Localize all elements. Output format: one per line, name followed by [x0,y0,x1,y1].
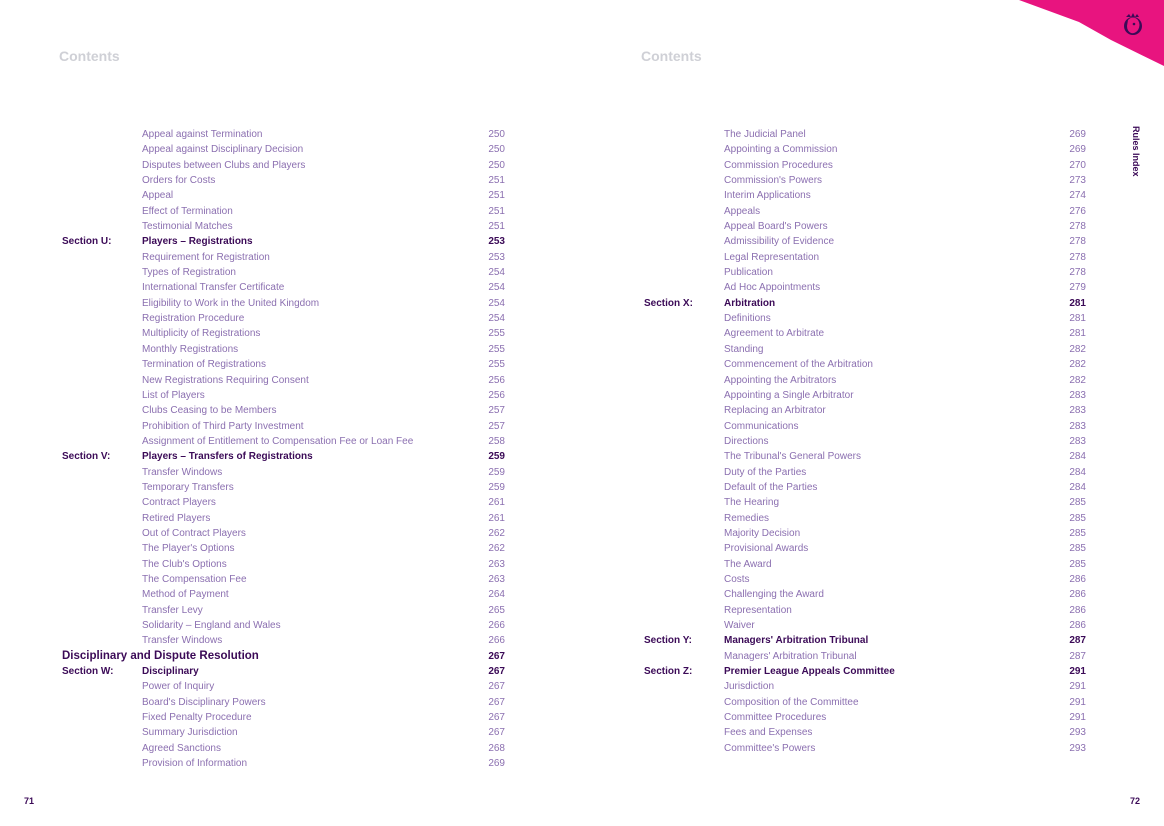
toc-entry-title: The Compensation Fee [142,573,247,585]
toc-entry-title: Jurisdiction [724,681,775,693]
toc-entry-title: Players – Transfers of Registrations [142,451,313,463]
toc-section-label: Section W: [62,666,114,678]
toc-entry-row [62,633,505,648]
magenta-swoosh-shape [1019,0,1164,66]
toc-entry-row [644,618,1086,633]
toc-entry-title: Commission Procedures [724,159,833,171]
toc-entry-page-number: 278 [1069,236,1086,248]
toc-entry-page-number: 251 [488,190,505,202]
toc-entry-row [62,587,505,602]
toc-entry-page-number: 250 [488,159,505,171]
toc-entry-row [62,465,505,480]
toc-entry-row [644,603,1086,618]
toc-entry-title: Transfer Windows [142,635,223,647]
toc-entry-row [644,403,1086,418]
toc-entry-page-number: 285 [1069,543,1086,555]
right-page [582,0,1164,826]
toc-entry-page-number: 262 [488,543,505,555]
toc-entry-page-number: 266 [488,620,505,631]
toc-entry-page-number: 256 [488,374,505,386]
toc-entry-row [62,679,505,694]
toc-entry-row [62,357,505,372]
toc-entry-page-number: 286 [1069,604,1086,616]
toc-entry-row [644,373,1086,388]
page-number: 72 [1129,796,1140,806]
toc-entry-row [62,434,505,449]
toc-entry-page-number: 253 [488,236,505,248]
toc-entry-row [62,603,505,618]
toc-entry-title: Agreed Sanctions [142,742,221,754]
toc-entry-row [644,649,1086,664]
toc-entry-row [644,388,1086,403]
toc-entry-title: Method of Payment [142,589,229,601]
toc-entry-title: Assignment of Entitlement to Compensation Fee or Loan Fee [142,435,414,447]
toc-entry-title: Clubs Ceasing to be Members [142,405,277,417]
toc-entry-title: Transfer Windows [142,466,223,478]
toc-entry-page-number: 255 [488,343,505,355]
toc-entry-page-number: 250 [488,129,505,140]
table-of-contents [644,127,1086,756]
toc-entry-row [62,526,505,541]
toc-entry-row [644,434,1086,449]
toc-section-row [62,449,505,464]
toc-entry-row [644,557,1086,572]
toc-entry-page-number: 261 [488,497,505,509]
toc-entry-page-number: 264 [488,589,505,601]
toc-entry-title: Eligibility to Work in the United Kingdom [142,297,320,309]
toc-entry-title: Fees and Expenses [724,727,813,739]
toc-entry-row [644,326,1086,341]
toc-entry-page-number: 291 [1069,681,1086,693]
toc-entry-page-number: 284 [1069,451,1086,463]
toc-entry-title: International Transfer Certificate [142,282,285,294]
toc-entry-title: Remedies [724,512,770,524]
toc-entry-page-number: 267 [488,666,505,678]
toc-entry-page-number: 259 [488,466,505,478]
toc-entry-page-number: 251 [488,205,505,217]
toc-entry-row [62,725,505,740]
toc-entry-row [62,373,505,388]
toc-section-row [644,633,1086,648]
toc-entry-row [644,495,1086,510]
toc-entry-title: Appeal [142,190,174,202]
toc-entry-row [644,725,1086,740]
toc-entry-row [644,127,1086,142]
toc-entry-page-number: 270 [1069,159,1086,171]
toc-entry-page-number: 287 [1069,635,1086,647]
toc-entry-title: Committee Procedures [724,712,827,724]
toc-entry-row [644,541,1086,556]
toc-entry-row [644,679,1086,694]
toc-entry-row [62,342,505,357]
toc-entry-row [644,465,1086,480]
page-header: Contents [59,48,120,64]
toc-entry-page-number: 291 [1069,696,1086,708]
toc-entry-title: Appointing a Single Arbitrator [724,389,854,401]
toc-entry-row [62,158,505,173]
toc-entry-page-number: 258 [488,435,505,447]
table-of-contents [62,127,505,771]
toc-entry-page-number: 283 [1069,420,1086,432]
toc-entry-page-number: 267 [488,712,505,724]
toc-entry-row [644,357,1086,372]
toc-entry-title: Commencement of the Arbitration [724,359,873,371]
toc-section-label: Section Y: [644,635,692,647]
toc-entry-page-number: 283 [1069,389,1086,401]
toc-entry-page-number: 274 [1069,190,1086,202]
toc-entry-page-number: 291 [1069,712,1086,724]
toc-entry-row [62,142,505,157]
toc-entry-page-number: 263 [488,573,505,585]
toc-entry-page-number: 254 [488,267,505,279]
toc-entry-row [62,541,505,556]
toc-part-heading-row [62,649,505,664]
toc-entry-title: Appointing the Arbitrators [724,374,837,386]
toc-entry-page-number: 285 [1069,527,1086,539]
toc-entry-page-number: 265 [488,604,505,616]
toc-entry-title: Costs [724,573,750,585]
toc-entry-page-number: 269 [488,758,505,770]
toc-entry-row [62,618,505,633]
toc-entry-title: Managers' Arbitration Tribunal [724,635,869,647]
toc-entry-page-number: 262 [488,527,505,539]
toc-entry-page-number: 254 [488,313,505,325]
toc-entry-title: Disciplinary [142,666,199,678]
toc-entry-row [62,710,505,725]
toc-entry-title: Appeal against Termination [142,129,263,140]
toc-entry-title: Communications [724,420,799,432]
toc-section-label: Section Z: [644,666,693,678]
toc-entry-title: Registration Procedure [142,313,245,325]
toc-entry-page-number: 267 [488,727,505,739]
toc-entry-page-number: 279 [1069,282,1086,294]
toc-entry-row [644,173,1086,188]
toc-entry-page-number: 254 [488,282,505,294]
toc-entry-title: Appeals [724,205,761,217]
toc-entry-title: The Hearing [724,497,780,509]
toc-entry-page-number: 255 [488,359,505,371]
toc-entry-title: Arbitration [724,297,776,309]
toc-entry-page-number: 269 [1069,129,1086,140]
toc-entry-page-number: 259 [488,451,505,463]
toc-entry-page-number: 282 [1069,343,1086,355]
toc-entry-row [644,250,1086,265]
toc-entry-page-number: 282 [1069,374,1086,386]
toc-entry-title: Power of Inquiry [142,681,215,693]
toc-entry-row [644,280,1086,295]
toc-entry-title: Out of Contract Players [142,527,246,539]
toc-entry-row [62,511,505,526]
toc-entry-page-number: 282 [1069,359,1086,371]
toc-entry-row [644,449,1086,464]
toc-entry-title: Publication [724,267,773,279]
toc-entry-page-number: 285 [1069,558,1086,570]
toc-entry-row [62,250,505,265]
toc-entry-page-number: 263 [488,558,505,570]
toc-entry-title: Admissibility of Evidence [724,236,835,248]
toc-entry-page-number: 285 [1069,512,1086,524]
toc-entry-page-number: 283 [1069,405,1086,417]
toc-entry-row [62,127,505,142]
toc-entry-page-number: 250 [488,144,505,156]
toc-entry-page-number: 269 [1069,144,1086,156]
toc-entry-title: Commission's Powers [724,175,823,187]
toc-entry-title: Contract Players [142,497,216,509]
toc-entry-page-number: 266 [488,635,505,647]
toc-entry-page-number: 284 [1069,481,1086,493]
toc-entry-row [62,296,505,311]
toc-entry-title: Provision of Information [142,758,248,770]
toc-entry-title: Solidarity – England and Wales [142,620,281,631]
toc-entry-page-number: 254 [488,297,505,309]
toc-entry-row [644,204,1086,219]
toc-entry-title: Challenging the Award [724,589,824,601]
toc-entry-row [62,219,505,234]
toc-entry-row [62,280,505,295]
toc-entry-page-number: 281 [1069,328,1086,340]
toc-entry-page-number: 283 [1069,435,1086,447]
toc-entry-title: Majority Decision [724,527,801,539]
rules-index-tab-label: Rules Index [1131,126,1141,177]
toc-entry-page-number: 293 [1069,742,1086,754]
toc-entry-title: Prohibition of Third Party Investment [142,420,304,432]
toc-entry-row [644,480,1086,495]
toc-entry-row [644,572,1086,587]
toc-entry-row [62,756,505,771]
toc-entry-row [644,419,1086,434]
toc-entry-page-number: 267 [488,681,505,693]
toc-entry-page-number: 278 [1069,251,1086,263]
toc-entry-row [644,265,1086,280]
toc-entry-row [644,587,1086,602]
toc-entry-page-number: 259 [488,481,505,493]
toc-entry-row [644,234,1086,249]
toc-entry-row [62,326,505,341]
toc-entry-row [644,342,1086,357]
toc-entry-title: Appeal against Disciplinary Decision [142,144,304,156]
toc-entry-row [644,311,1086,326]
toc-entry-row [62,480,505,495]
toc-entry-page-number: 286 [1069,620,1086,631]
toc-entry-title: The Award [724,558,772,570]
toc-entry-title: Interim Applications [724,190,811,202]
toc-entry-row [62,265,505,280]
toc-entry-row [62,388,505,403]
toc-entry-row [62,403,505,418]
toc-entry-title: Committee's Powers [724,742,816,754]
toc-entry-title: Orders for Costs [142,175,216,187]
toc-entry-title: Effect of Termination [142,205,233,217]
toc-entry-title: The Club's Options [142,558,227,570]
toc-entry-title: Players – Registrations [142,236,253,248]
toc-entry-row [644,219,1086,234]
toc-entry-title: The Judicial Panel [724,129,806,140]
toc-entry-title: Termination of Registrations [142,359,266,371]
toc-entry-row [644,695,1086,710]
toc-entry-row [62,572,505,587]
toc-entry-title: Transfer Levy [142,604,203,616]
toc-entry-page-number: 257 [488,405,505,417]
toc-entry-title: Standing [724,343,764,355]
toc-entry-title: Representation [724,604,792,616]
toc-entry-title: Managers' Arbitration Tribunal [724,650,857,662]
toc-entry-title: Temporary Transfers [142,481,234,493]
toc-entry-title: Fixed Penalty Procedure [142,712,252,724]
toc-entry-row [644,511,1086,526]
toc-entry-row [644,741,1086,756]
toc-entry-page-number: 251 [488,221,505,233]
toc-entry-title: Requirement for Registration [142,251,270,263]
toc-entry-row [644,710,1086,725]
toc-entry-page-number: 256 [488,389,505,401]
toc-entry-page-number: 281 [1069,297,1086,309]
toc-section-row [62,664,505,679]
toc-entry-row [62,204,505,219]
toc-entry-title: Multiplicity of Registrations [142,328,261,340]
toc-entry-title: Premier League Appeals Committee [724,666,895,678]
toc-entry-page-number: 267 [488,650,505,662]
toc-section-label: Section U: [62,236,112,248]
toc-entry-title: Composition of the Committee [724,696,859,708]
toc-entry-page-number: 255 [488,328,505,340]
toc-entry-page-number: 278 [1069,221,1086,233]
toc-entry-row [644,142,1086,157]
toc-entry-title: List of Players [142,389,205,401]
toc-section-row [644,664,1086,679]
toc-entry-title: Testimonial Matches [142,221,233,233]
toc-entry-page-number: 285 [1069,497,1086,509]
toc-entry-row [644,188,1086,203]
toc-entry-title: Appeal Board's Powers [724,221,828,233]
toc-entry-title: Default of the Parties [724,481,818,493]
toc-entry-page-number: 253 [488,251,505,263]
toc-entry-page-number: 293 [1069,727,1086,739]
toc-entry-title: Retired Players [142,512,211,524]
toc-entry-page-number: 267 [488,696,505,708]
toc-section-row [644,296,1086,311]
toc-entry-row [62,173,505,188]
toc-entry-page-number: 278 [1069,267,1086,279]
toc-entry-title: Duty of the Parties [724,466,807,478]
toc-entry-title: Monthly Registrations [142,343,239,355]
toc-entry-page-number: 276 [1069,205,1086,217]
toc-entry-title: Waiver [724,620,755,631]
toc-entry-title: The Player's Options [142,543,235,555]
corner-brand-swoosh [1019,0,1164,70]
toc-entry-title: Agreement to Arbitrate [724,328,825,340]
toc-entry-page-number: 261 [488,512,505,524]
toc-entry-title: Summary Jurisdiction [142,727,238,739]
toc-entry-title: Directions [724,435,769,447]
toc-entry-page-number: 284 [1069,466,1086,478]
toc-entry-page-number: 291 [1069,666,1086,678]
toc-entry-row [62,188,505,203]
page-number: 71 [24,796,35,806]
toc-section-row [62,234,505,249]
toc-entry-row [644,158,1086,173]
toc-entry-title: Board's Disciplinary Powers [142,696,266,708]
toc-entry-page-number: 286 [1069,573,1086,585]
toc-entry-page-number: 287 [1069,650,1086,662]
toc-entry-title: Replacing an Arbitrator [724,405,826,417]
toc-entry-row [62,311,505,326]
toc-entry-row [62,419,505,434]
toc-entry-row [62,557,505,572]
toc-entry-title: Definitions [724,313,771,325]
toc-entry-row [62,495,505,510]
toc-entry-page-number: 273 [1069,175,1086,187]
toc-entry-row [62,741,505,756]
toc-entry-page-number: 286 [1069,589,1086,601]
toc-entry-title: Provisional Awards [724,543,809,555]
toc-entry-page-number: 257 [488,420,505,432]
toc-entry-title: New Registrations Requiring Consent [142,374,309,386]
toc-section-label: Section X: [644,297,693,309]
toc-entry-title: The Tribunal's General Powers [724,451,861,463]
toc-section-label: Section V: [62,451,111,463]
toc-entry-row [62,695,505,710]
toc-entry-title: Ad Hoc Appointments [724,282,821,294]
page-header: Contents [641,48,702,64]
toc-entry-title: Disciplinary and Dispute Resolution [62,649,259,662]
toc-entry-page-number: 281 [1069,313,1086,325]
toc-entry-title: Legal Representation [724,251,820,263]
toc-entry-row [644,526,1086,541]
toc-entry-title: Types of Registration [142,267,236,279]
toc-entry-page-number: 268 [488,742,505,754]
toc-entry-title: Appointing a Commission [724,144,838,156]
toc-entry-title: Disputes between Clubs and Players [142,159,306,171]
toc-entry-page-number: 251 [488,175,505,187]
